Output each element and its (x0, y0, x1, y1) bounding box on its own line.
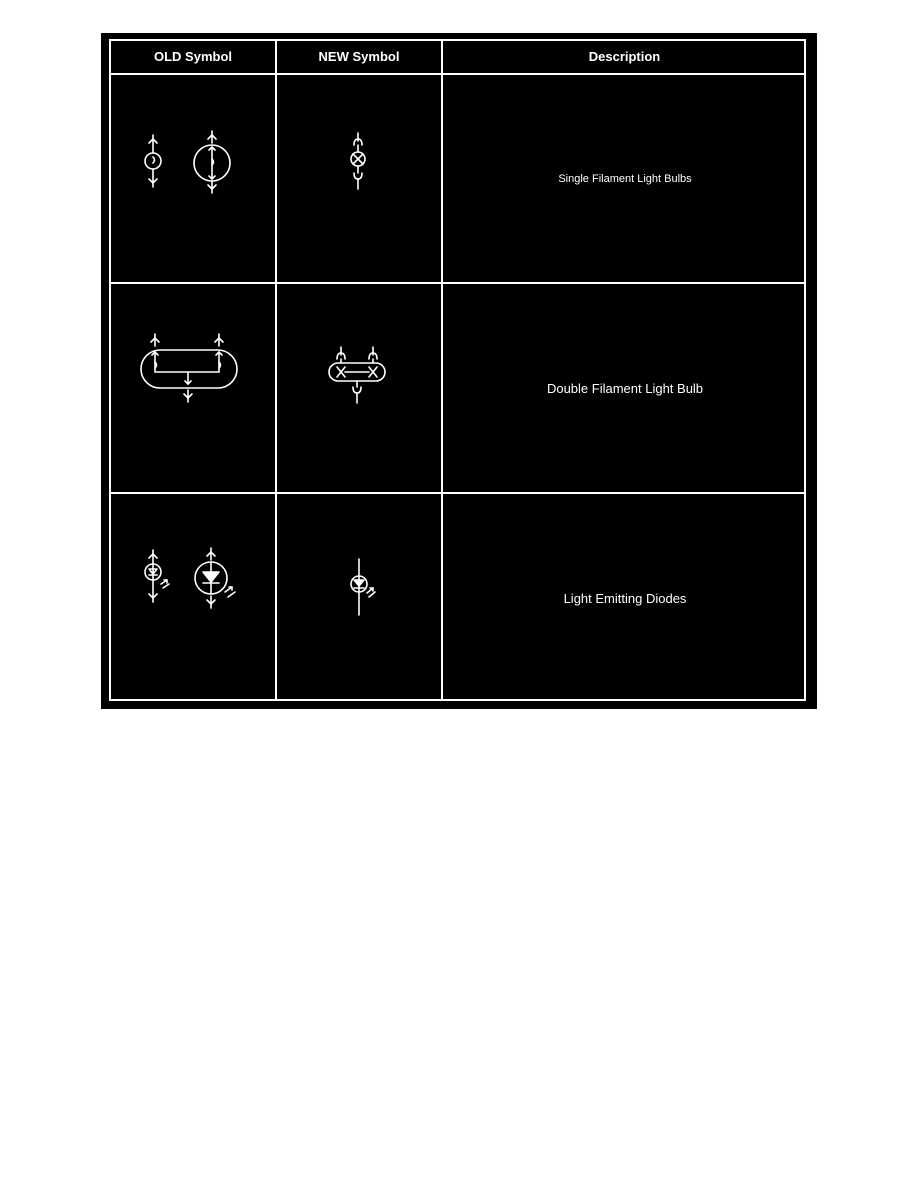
column-divider (441, 41, 443, 699)
description-single-filament: Single Filament Light Bulbs (558, 173, 692, 185)
header-description: Description (588, 49, 661, 64)
header-old-symbol: OLD Symbol (153, 49, 232, 64)
description-double-filament: Double Filament Light Bulb (546, 381, 704, 396)
header-new-symbol: NEW Symbol (318, 49, 400, 64)
led-old-icon (133, 546, 263, 616)
symbol-table-sheet (101, 33, 817, 709)
column-divider (275, 41, 277, 699)
double-filament-bulb-old-icon (137, 332, 249, 406)
description-led: Light Emitting Diodes (563, 591, 687, 606)
symbol-table (109, 39, 806, 701)
row-divider (111, 73, 804, 75)
row-divider (111, 282, 804, 284)
single-filament-bulb-old-icon (131, 129, 251, 199)
single-filament-bulb-new-icon (336, 131, 380, 195)
row-divider (111, 492, 804, 494)
led-new-icon (337, 557, 387, 617)
double-filament-bulb-new-icon (317, 345, 397, 417)
